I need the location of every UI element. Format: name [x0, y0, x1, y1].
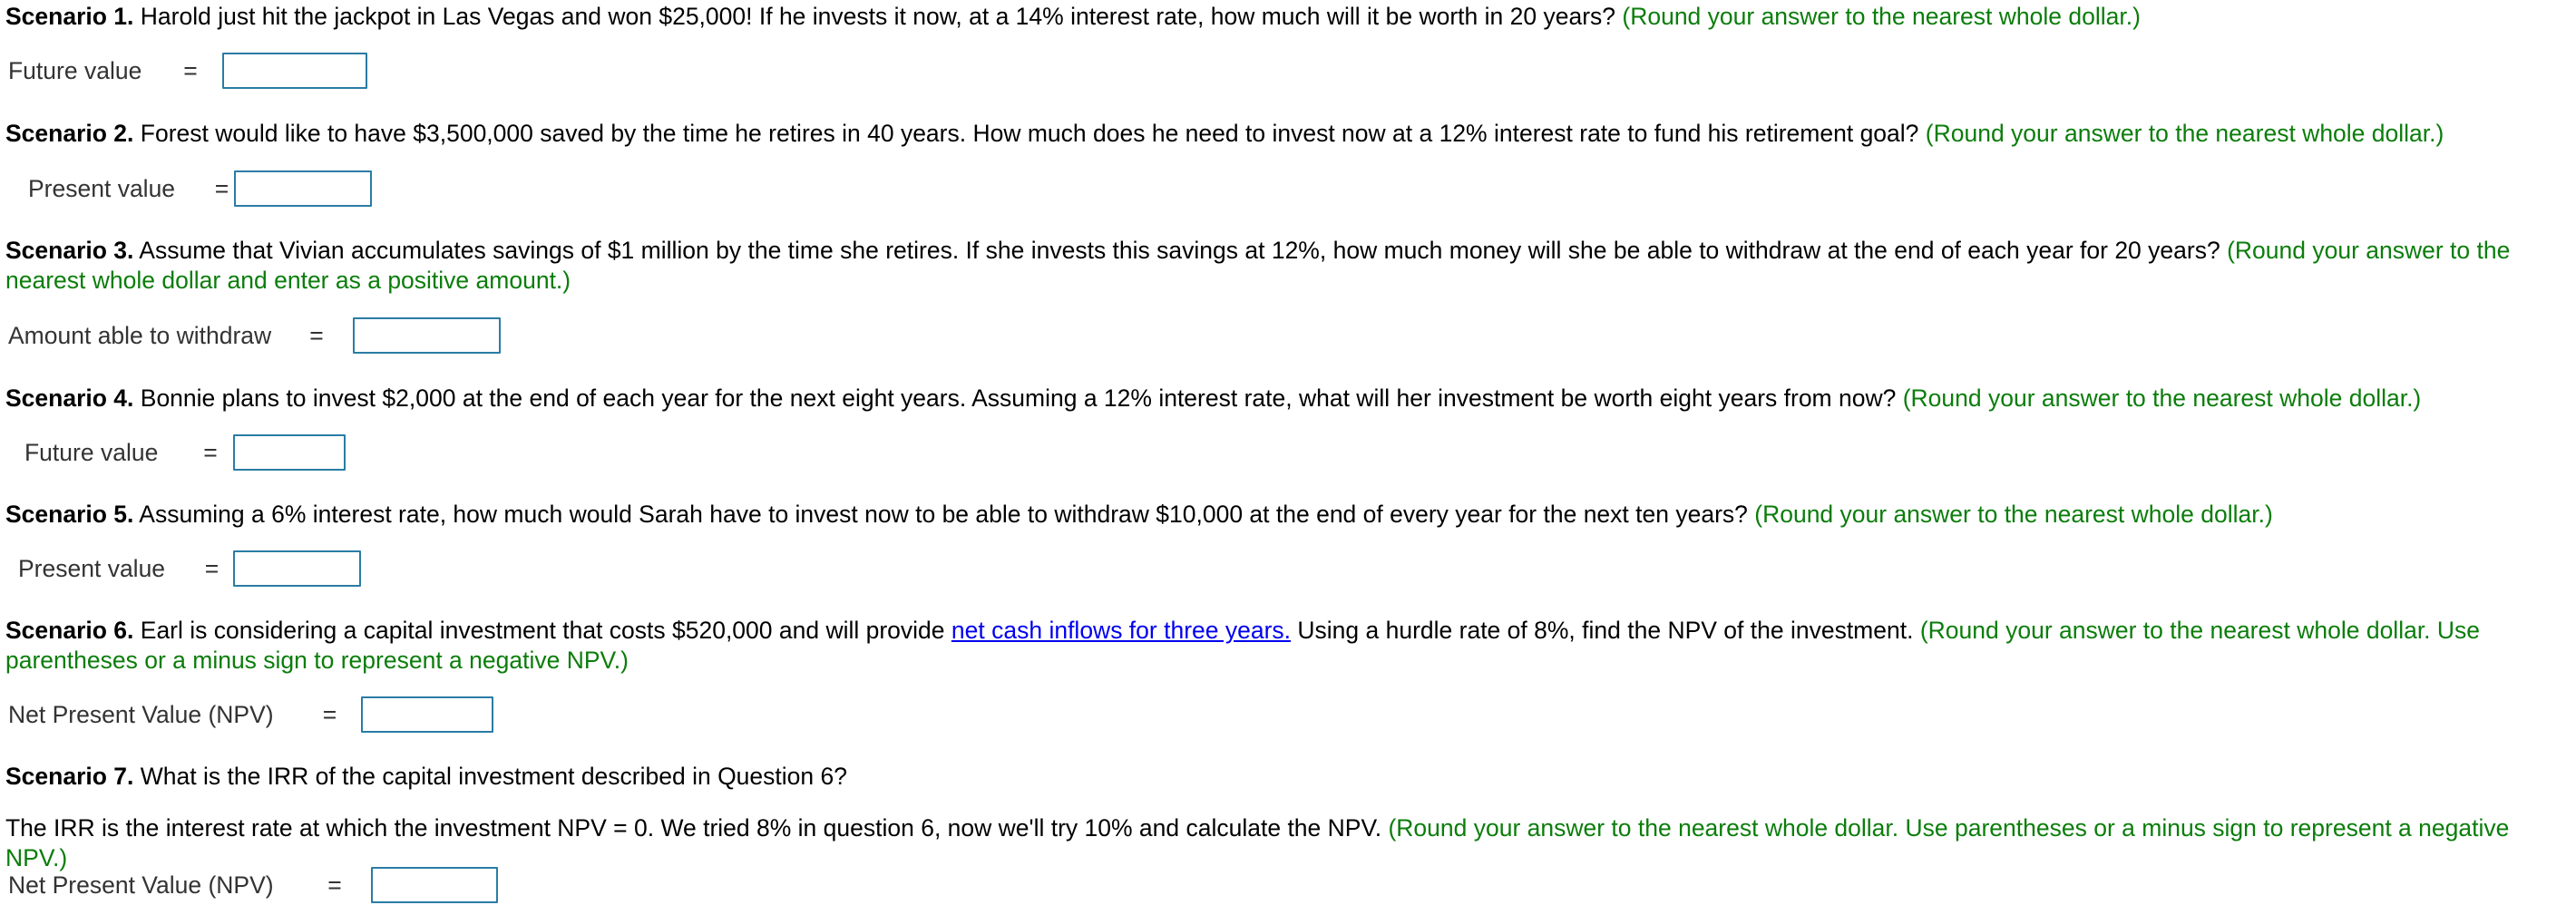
scenario-5-hint: (Round your answer to the nearest whole dollar.)	[1754, 501, 2273, 528]
scenario-6-answer-row	[0, 696, 493, 733]
scenario-5-equals: =	[204, 554, 220, 582]
scenario-4-answer-label: Future value	[24, 438, 159, 466]
scenario-6-answer-label: Net Present Value (NPV)	[8, 700, 274, 728]
net-cash-inflows-link[interactable]: net cash inflows for three years.	[951, 617, 1292, 644]
scenario-1-answer-label: Future value	[8, 56, 142, 84]
scenario-7-explanation	[5, 813, 2571, 873]
scenario-1-answer-input[interactable]	[222, 53, 367, 89]
scenario-6-question	[5, 616, 2571, 676]
scenario-4-label: Scenario 4.	[5, 384, 134, 412]
scenario-6-equals: =	[322, 700, 337, 728]
scenario-3-answer-input[interactable]	[353, 317, 501, 354]
scenario-5-answer-label: Present value	[18, 554, 166, 582]
scenario-2-answer-row	[0, 170, 372, 207]
scenario-7-text: What is the IRR of the capital investment described in Question 6?	[133, 763, 847, 790]
scenario-2-hint: (Round your answer to the nearest whole dollar.)	[1925, 120, 2444, 147]
scenario-4-text: Bonnie plans to invest $2,000 at the end of each year for the next eight years. Assuming a 12% interest rate, what will her investment be worth eight years from now?	[133, 384, 1903, 412]
scenario-6-text-after-link: Using a hurdle rate of 8%, find the NPV of the investment.	[1291, 617, 1920, 644]
scenario-2-label: Scenario 2.	[5, 120, 134, 147]
scenario-6-hint: (Round your answer to the nearest whole dollar. Use parentheses or a minus sign to represent a negative NPV.)	[5, 617, 2481, 674]
scenario-7-explanation-text: The IRR is the interest rate at which the investment NPV = 0. We tried 8% in question 6, now we'll try 10% and calculate the NPV.	[5, 814, 1389, 842]
scenario-1-equals: =	[183, 56, 198, 84]
scenario-1-question	[5, 2, 2571, 32]
scenario-4-hint: (Round your answer to the nearest whole dollar.)	[1902, 384, 2422, 412]
scenario-5-answer-input[interactable]	[233, 550, 361, 587]
scenario-5-label: Scenario 5.	[5, 501, 134, 528]
scenario-2-text: Forest would like to have $3,500,000 saved by the time he retires in 40 years. How much does he need to invest now at a 12% interest rate to fund his retirement goal?	[133, 120, 1926, 147]
scenario-3-hint: (Round your answer to the nearest whole dollar and enter as a positive amount.)	[5, 237, 2511, 294]
scenario-7-answer-row	[0, 867, 498, 903]
scenario-3-question	[5, 236, 2571, 296]
scenario-1-hint: (Round your answer to the nearest whole dollar.)	[1622, 3, 2141, 30]
scenario-7-hint: (Round your answer to the nearest whole dollar. Use parentheses or a minus sign to represent a negative NPV.)	[5, 814, 2510, 871]
scenario-3-text: Assume that Vivian accumulates savings of $1 million by the time she retires. If she invests this savings at 12%, how much money will she be able to withdraw at the end of each year for 20 years?	[133, 237, 2228, 264]
scenario-5-answer-row	[0, 550, 361, 587]
scenario-5-question	[5, 500, 2571, 530]
scenario-7-answer-label: Net Present Value (NPV)	[8, 871, 274, 899]
scenario-6-answer-input[interactable]	[361, 696, 493, 733]
scenario-4-question	[5, 384, 2571, 414]
scenario-4-equals: =	[203, 438, 218, 466]
scenario-3-answer-row	[0, 317, 501, 354]
scenario-7-question	[5, 762, 2571, 792]
scenario-2-answer-label: Present value	[28, 174, 176, 202]
scenario-3-answer-label: Amount able to withdraw	[8, 321, 272, 349]
scenario-2-equals: =	[214, 174, 229, 202]
scenario-1-label: Scenario 1.	[5, 3, 134, 30]
scenario-7-answer-input[interactable]	[371, 867, 498, 903]
scenario-5-text: Assuming a 6% interest rate, how much would Sarah have to invest now to be able to withdraw $10,000 at the end of every year for the next ten years?	[133, 501, 1755, 528]
scenario-4-answer-input[interactable]	[233, 434, 346, 471]
scenario-3-label: Scenario 3.	[5, 237, 134, 264]
scenario-4-answer-row	[0, 434, 346, 471]
scenario-6-label: Scenario 6.	[5, 617, 134, 644]
scenario-3-equals: =	[309, 321, 324, 349]
scenario-6-text-before-link: Earl is considering a capital investment that costs $520,000 and will provide	[133, 617, 951, 644]
scenario-1-text: Harold just hit the jackpot in Las Vegas and won $25,000! If he invests it now, at a 14% interest rate, how much will it be worth in 20 years?	[133, 3, 1623, 30]
scenario-7-equals: =	[327, 871, 342, 899]
scenario-7-label: Scenario 7.	[5, 763, 134, 790]
scenario-1-answer-row	[0, 53, 367, 89]
scenario-2-answer-input[interactable]	[234, 170, 372, 207]
scenario-2-question	[5, 119, 2571, 149]
